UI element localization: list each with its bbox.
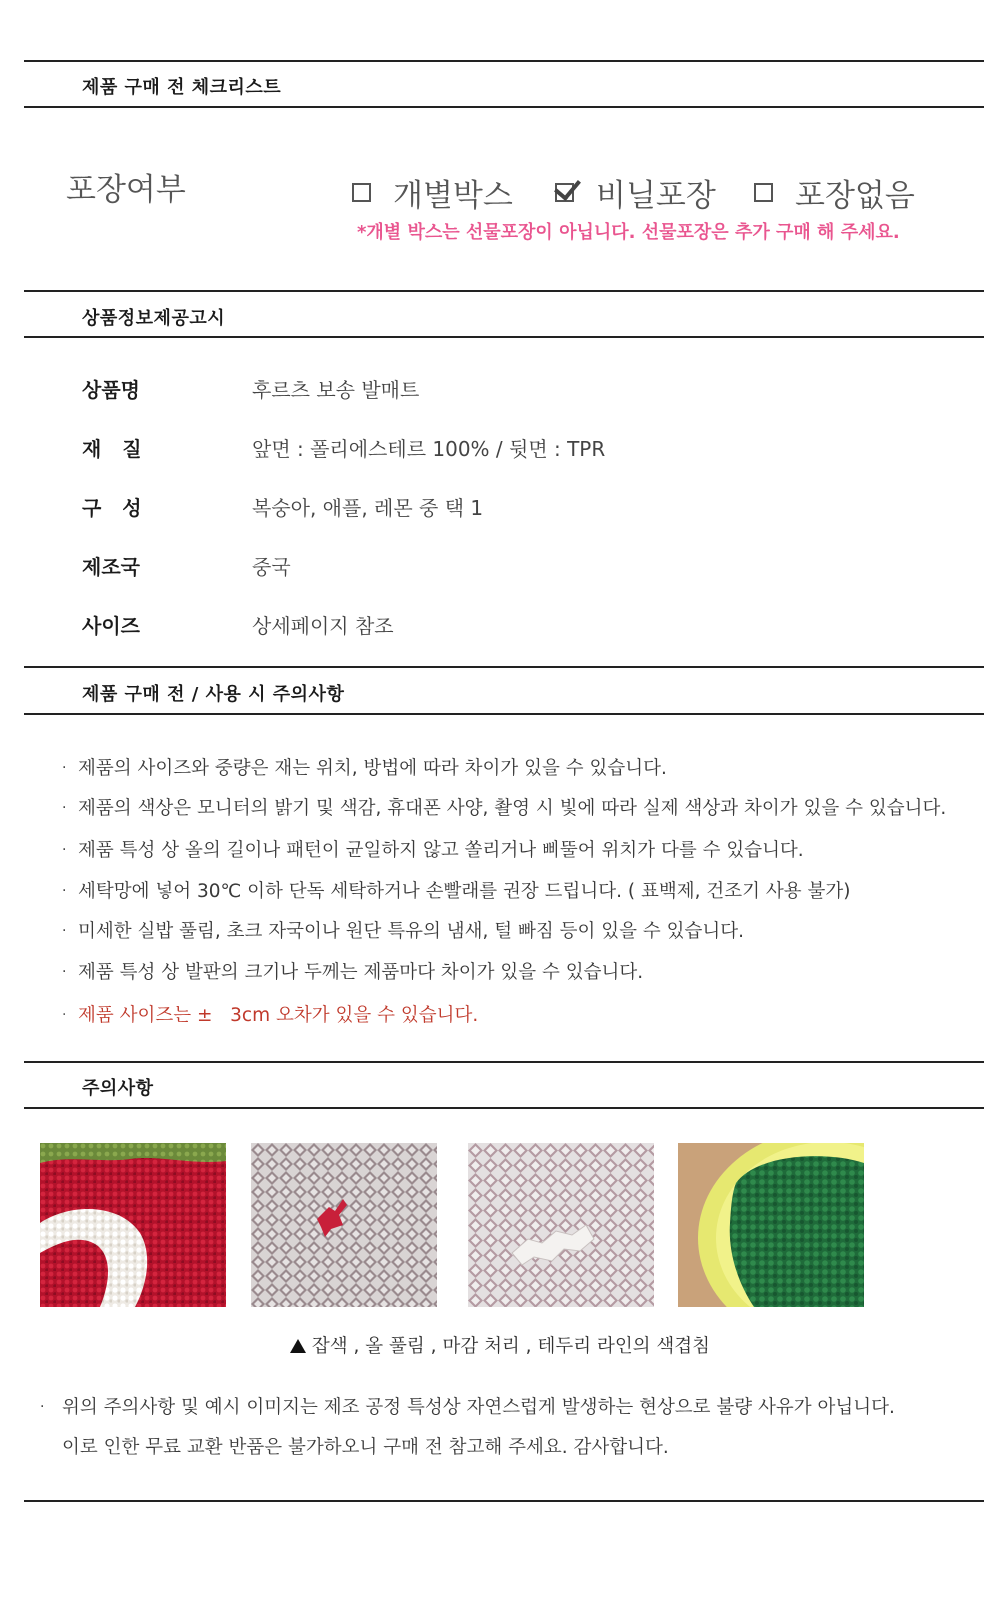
caution-item-highlight: [62, 1001, 478, 1027]
section-title-notice: 주의사항: [82, 1078, 154, 1099]
divider: [24, 666, 984, 668]
divider: [24, 1500, 984, 1502]
bullet-dot-icon: ·: [40, 1399, 45, 1415]
packaging-note: *개별 박스는 선물포장이 아닙니다. 선물포장은 추가 구매 해 주세요.: [357, 222, 900, 243]
caption-text: 잡색 , 올 풀림 , 마감 처리 , 테두리 라인의 색겹침: [311, 1336, 711, 1357]
closing-note-line-2: [40, 1433, 669, 1459]
example-photo-edge-color: [678, 1143, 864, 1307]
divider: [24, 1061, 984, 1063]
caution-item: [62, 958, 643, 984]
divider: [24, 1107, 984, 1109]
closing-note-line-1: [40, 1393, 895, 1419]
bullet-dot-icon: ·: [62, 883, 67, 899]
info-row-material: [82, 433, 962, 463]
checkbox-unchecked-icon[interactable]: [754, 183, 773, 202]
info-key: 제조국: [82, 555, 140, 579]
caution-text: 제품의 사이즈와 중량은 재는 위치, 방법에 따라 차이가 있을 수 있습니다.: [78, 758, 667, 779]
photo-caption: [0, 1332, 1000, 1358]
info-value: 상세페이지 참조: [252, 614, 394, 638]
bullet-dot-icon: ·: [62, 964, 67, 980]
caution-text: 제품 특성 상 올의 길이나 패턴이 균일하지 않고 쏠리거나 삐뚤어 위치가 다를 수 있습니다.: [78, 840, 804, 861]
section-title-product-info: 상품정보제공고시: [82, 308, 226, 329]
option-no-packaging[interactable]: [754, 170, 915, 215]
option-label: 비닐포장: [596, 178, 716, 214]
divider: [24, 106, 984, 108]
closing-text: 이로 인한 무료 교환 반품은 불가하오니 구매 전 참고해 주세요. 감사합니다.: [62, 1437, 669, 1458]
example-photo-loose-thread: [251, 1143, 437, 1307]
divider: [24, 336, 984, 338]
bullet-dot-icon: ·: [62, 923, 67, 939]
caution-item: [62, 754, 667, 780]
caution-text: 제품 특성 상 발판의 크기나 두께는 제품마다 차이가 있을 수 있습니다.: [78, 962, 644, 983]
info-key: 사이즈: [82, 614, 140, 638]
option-label: 개별박스: [393, 178, 513, 214]
bullet-dot-icon: ·: [62, 1007, 67, 1023]
packaging-label: 포장여부: [66, 172, 186, 208]
info-key: 상품명: [82, 378, 140, 402]
caution-text: 제품의 색상은 모니터의 밝기 및 색감, 휴대폰 사양, 촬영 시 빛에 따라 실제 색상과 차이가 있을 수 있습니다.: [78, 798, 947, 819]
option-individual-box[interactable]: [352, 170, 513, 215]
info-row-size: [82, 610, 962, 640]
info-key: 구 성: [82, 496, 142, 520]
caution-highlight-text: 제품 사이즈는 ± 3cm 오차가 있을 수 있습니다.: [78, 1005, 479, 1026]
option-vinyl-packaging[interactable]: [555, 170, 716, 215]
option-label: 포장없음: [795, 178, 915, 214]
info-value: 앞면 : 폴리에스테르 100% / 뒷면 : TPR: [252, 437, 606, 461]
bullet-dot-icon: ·: [62, 760, 67, 776]
bullet-dot-icon: ·: [62, 842, 67, 858]
info-row-origin: [82, 551, 962, 581]
divider: [24, 290, 984, 292]
caution-item: [62, 877, 850, 903]
divider: [24, 60, 984, 62]
checkbox-checked-icon[interactable]: [555, 183, 574, 202]
caution-item: [62, 794, 946, 820]
closing-text: 위의 주의사항 및 예시 이미지는 제조 공정 특성상 자연스럽게 발생하는 현상으로 불량 사유가 아닙니다.: [62, 1397, 895, 1418]
info-value: 중국: [252, 555, 291, 579]
info-value: 후르츠 보송 발매트: [252, 378, 420, 402]
checkbox-unchecked-icon[interactable]: [352, 183, 371, 202]
triangle-up-icon: [290, 1339, 306, 1353]
caution-text: 세탁망에 넣어 30℃ 이하 단독 세탁하거나 손빨래를 권장 드립니다. ( 표백제, 건조기 사용 불가): [78, 881, 851, 902]
caution-item: [62, 917, 744, 943]
caution-text: 미세한 실밥 풀림, 초크 자국이나 원단 특유의 냄새, 털 빠짐 등이 있을 수 있습니다.: [78, 921, 744, 942]
example-photo-mixed-color: [40, 1143, 226, 1307]
info-value: 복숭아, 애플, 레몬 중 택 1: [252, 496, 484, 520]
info-row-name: [82, 374, 962, 404]
caution-item: [62, 836, 804, 862]
info-row-composition: [82, 492, 962, 522]
info-key: 재 질: [82, 437, 142, 461]
example-photo-finishing: [468, 1143, 654, 1307]
section-title-checklist: 제품 구매 전 체크리스트: [82, 77, 282, 98]
divider: [24, 713, 984, 715]
bullet-dot-icon: ·: [62, 800, 67, 816]
section-title-cautions: 제품 구매 전 / 사용 시 주의사항: [82, 684, 345, 705]
